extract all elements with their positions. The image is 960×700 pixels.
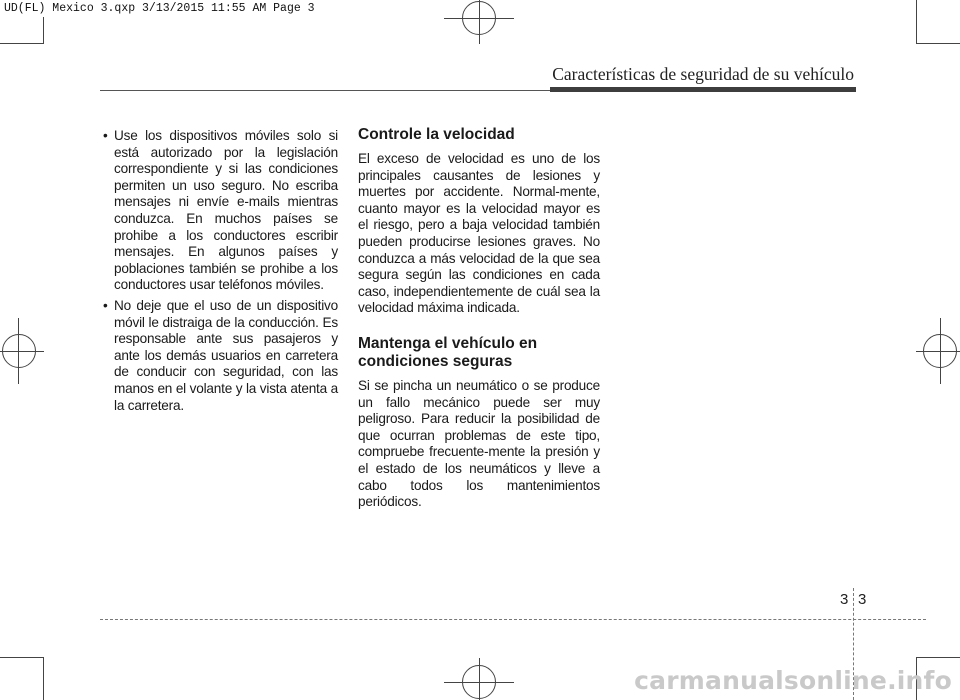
bullet-icon: • xyxy=(103,128,108,143)
section-heading: Controle la velocidad xyxy=(358,126,515,143)
chapter-number: 3 xyxy=(840,591,849,608)
bullet-list xyxy=(100,128,338,414)
section-body: Si se pincha un neumático o se produce un fallo mecánico puede ser muy peligroso. Para reducir la posibilidad de que ocurran problemas de este tipo, compruebe frecuente-mente la presión y el estado de los neumáticos y lleve a cabo todos los mantenimientos periódicos. xyxy=(358,377,600,510)
bullet-icon: • xyxy=(103,297,108,313)
chapter-title: Características de seguridad de su vehículo xyxy=(552,64,854,84)
page-number: 3 xyxy=(858,591,867,608)
footer-rule xyxy=(100,619,926,620)
list-item xyxy=(100,128,338,294)
watermark-text: carmanualsonline.info xyxy=(634,666,952,695)
list-item xyxy=(100,298,338,414)
header-accent-bar xyxy=(550,87,856,92)
section-heading: Mantenga el vehículo en condiciones seguras xyxy=(358,334,538,370)
bullet-text: Use los dispositivos móviles solo si está autorizado por la legislación correspondiente y si las condiciones permiten un uso seguro. No escriba mensajes ni envíe e-mails mientras conduzca. En muchos países se prohibe a los conductores escribir mensajes. En algunos países y poblaciones también se prohibe a los conductores usar teléfonos móviles. xyxy=(114,128,338,293)
left-column xyxy=(100,128,338,418)
right-column xyxy=(358,126,600,529)
section-body: El exceso de velocidad es uno de los principales causantes de lesiones y muertes por accidente. Normal-mente, cuanto mayor es la velocidad mayor es el riesgo, pero a baja velocidad también pueden producirse lesiones graves. No conduzca a más velocidad de la que sea segura según las condiciones en cada caso, independientemente de cuál sea la velocidad máxima indicada. xyxy=(358,151,600,316)
bullet-text: No deje que el uso de un dispositivo móvil le distraiga de la conducción. Es responsable ante sus pasajeros y ante los demás usuarios en carretera de conducir con seguridad, con las manos en el volante y la vista atenta a la carretera. xyxy=(114,297,338,413)
print-slug: UD(FL) Mexico 3.qxp 3/13/2015 11:55 AM Page 3 xyxy=(0,0,319,17)
